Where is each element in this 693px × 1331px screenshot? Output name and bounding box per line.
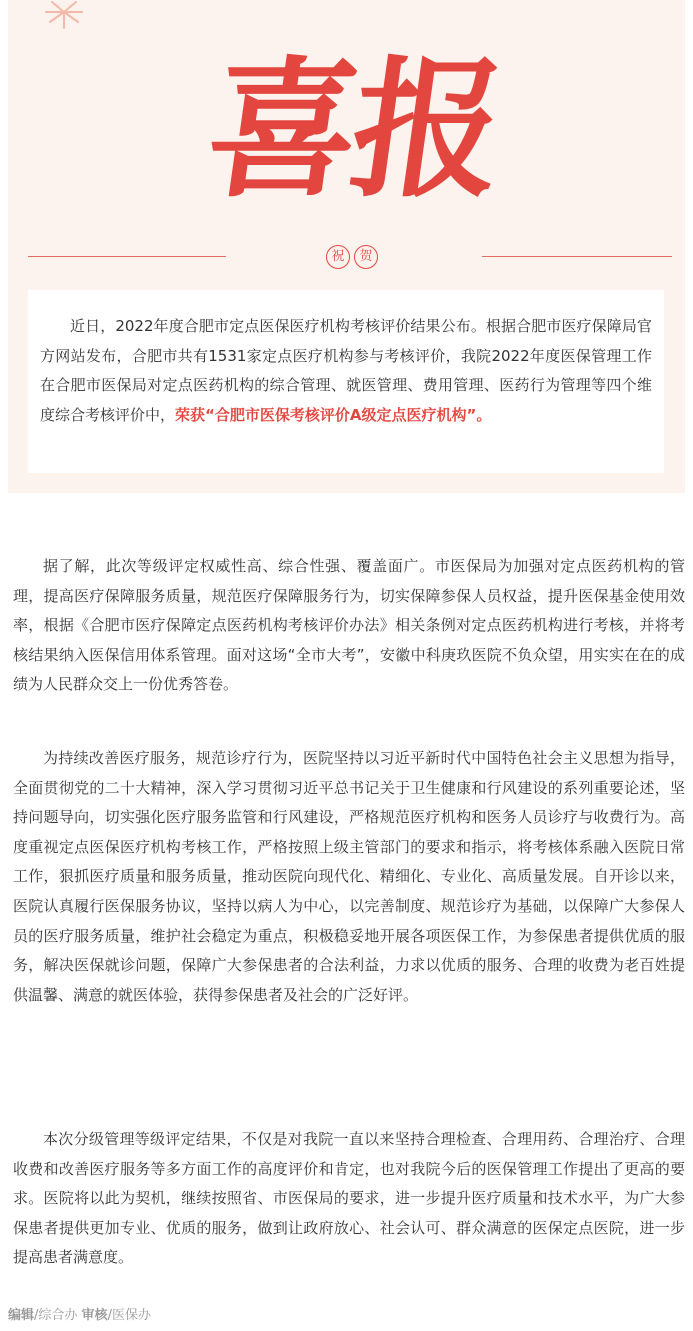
reviewer-value: /医保办: [107, 1308, 151, 1323]
body-paragraph-3: 本次分级管理等级评定结果，不仅是对我院一直以来坚持合理检查、合理用药、合理治疗、合理收费和改善医疗服务等多方面工作的高度评价和肯定，也对我院今后的医保管理工作提出了更高的要求。医院将以此为契机，继续按照省、市医保局的要求，进一步提升医疗质量和技术水平，为广大参保患者提供更加专业、优质的服务，做到让政府放心、社会认可、群众满意的医保定点医院，进一步提高患者满意度。: [13, 1130, 685, 1267]
firework-icon: [34, 0, 94, 30]
reviewer-label: 审核: [81, 1308, 108, 1323]
intro-text: 近日，2022年度合肥市定点医保医疗机构考核评价结果公布。根据合肥市医疗保障局官方网站发布，合肥市共有1531家定点医疗机构参与考核评价，我院2022年度医保管理工作在合肥市医保局对定点医药机构的综合管理、就医管理、费用管理、医药行为管理等四个维度综合考核评价中，: [40, 317, 652, 424]
editor-label: 编辑: [8, 1308, 35, 1323]
divider-left: [28, 256, 226, 257]
body-paragraph-2: 为持续改善医疗服务，规范诊疗行为，医院坚持以习近平新时代中国特色社会主义思想为指导，全面贯彻党的二十大精神，深入学习贯彻习近平总书记关于卫生健康和行风建设的系列重要论述，坚持问题导向，切实强化医疗服务监管和行风建设，严格规范医疗机构和医务人员诊疗与收费行为。高度重视定点医保医疗机构考核工作，严格按照上级主管部门的要求和指示，将考核体系融入医院日常工作，狠抓医疗质量和服务质量，推动医院向现代化、精细化、专业化、高质量发展。自开诊以来，医院认真履行医保服务协议，坚持以病人为中心，以完善制度、规范诊疗为基础，以保障广大参保人员的医疗服务质量，维护社会稳定为重点，积极稳妥地开展各项医保工作，为参保患者提供优质的服务，解决医保就诊问题，保障广大参保患者的合法利益，力求以优质的服务、合理的收费为老百姓提供温馨、满意的就医体验，获得参保患者及社会的广泛好评。: [13, 749, 685, 1004]
congrats-char-2: 贺: [354, 245, 378, 269]
hero-title: 喜报: [196, 42, 510, 218]
footer-credits: [8, 1306, 151, 1326]
congrats-char-1: 祝: [326, 245, 350, 269]
intro-paragraph: [28, 290, 664, 430]
intro-highlight: 荣获“合肥市医保考核评价A级定点医疗机构”。: [175, 405, 492, 424]
intro-card: [28, 290, 664, 473]
body-paragraph-1: 据了解，此次等级评定权威性高、综合性强、覆盖面广。市医保局为加强对定点医药机构的管理，提高医疗保障服务质量，规范医疗保障服务行为，切实保障参保人员权益，提升医保基金使用效率，根据《合肥市医疗保障定点医药机构考核评价办法》相关条例对定点医药机构进行考核，并将考核结果纳入医保信用体系管理。面对这场“全市大考”，安徽中科庚玖医院不负众望，用实实在在的成绩为人民群众交上一份优秀答卷。: [13, 557, 685, 694]
congrats-badge: [326, 245, 378, 269]
editor-value: /综合办: [34, 1308, 78, 1323]
divider-right: [482, 256, 672, 257]
